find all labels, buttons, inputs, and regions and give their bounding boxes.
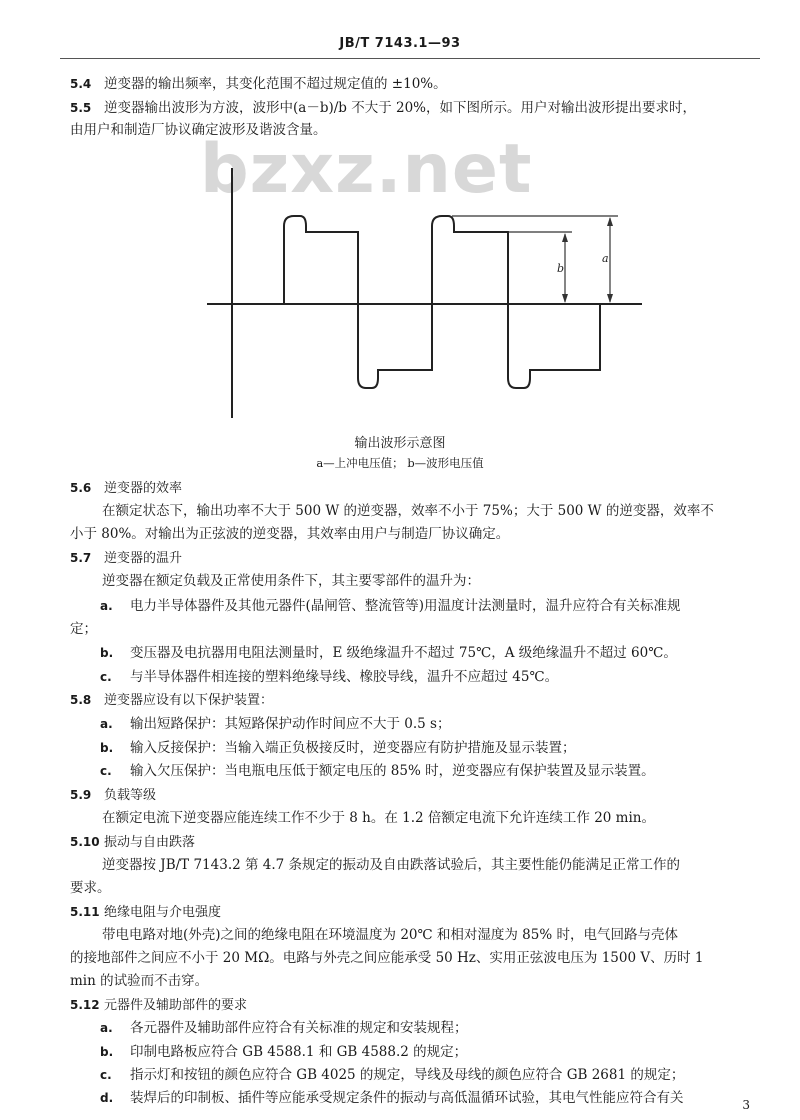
item-text: 印制电路板应符合 GB 4588.1 和 GB 4588.2 的规定；	[130, 1044, 468, 1060]
clause-title: 振动与自由跌落	[104, 835, 196, 850]
clause-text: 逆变器输出波形为方波，波形中(a－b)/b 不大于 20%，如下图所示。用户对输出波形提出要求时，	[104, 100, 697, 116]
clause-5-11-text: 带电电路对地(外壳)之间的绝缘电阻在环境温度为 20℃ 和相对湿度为 85% 时，电气回路与壳体	[102, 927, 678, 943]
figure-legend: a—上冲电压值； b—波形电压值	[316, 456, 484, 470]
clause-5-10	[70, 832, 768, 852]
clause-number: 5.12	[70, 998, 100, 1012]
page-number: 3	[742, 1098, 750, 1112]
clause-5-11-text-cont2: min 的试验而不击穿。	[70, 973, 209, 989]
clause-5-12-item-b	[70, 1042, 768, 1062]
square-wave-trace	[232, 216, 600, 388]
clause-5-8-item-a	[70, 714, 768, 734]
clause-5-12-item-c	[70, 1065, 768, 1085]
clause-5-7-item-a	[70, 596, 768, 616]
item-text: 与半导体器件相连接的塑料绝缘导线、橡胶导线，温升不应超过 45℃。	[130, 669, 559, 685]
item-label: c.	[100, 1068, 112, 1082]
clause-5-12-item-d	[70, 1088, 768, 1108]
item-label: b.	[100, 741, 114, 755]
item-label: a.	[100, 599, 113, 613]
clause-title: 负载等级	[104, 788, 157, 803]
item-label: a.	[100, 717, 113, 731]
clause-5-7	[70, 548, 768, 568]
item-text: 指示灯和按钮的颜色应符合 GB 4025 的规定，导线及母线的颜色应符合 GB 2681 的规定；	[130, 1067, 685, 1083]
item-text: 输出短路保护：其短路保护动作时间应不大于 0.5 s；	[130, 716, 451, 732]
clause-5-7-item-a-cont: 定；	[70, 621, 97, 637]
clause-5-6-text-cont: 小于 80%。对输出为正弦波的逆变器，其效率由用户与制造厂协议确定。	[70, 526, 510, 542]
arrow-b-top	[562, 233, 568, 242]
clause-5-10-text-cont: 要求。	[70, 880, 111, 896]
clause-5-12-item-a	[70, 1018, 768, 1038]
clause-number: 5.9	[70, 788, 92, 802]
item-text: 各元器件及辅助部件应符合有关标准的规定和安装规程；	[130, 1020, 468, 1036]
clause-number: 5.8	[70, 693, 92, 707]
clause-5-7-intro: 逆变器在额定负载及正常使用条件下，其主要零部件的温升为：	[102, 573, 480, 589]
clause-5-8-item-b	[70, 738, 768, 758]
arrow-a-bottom	[607, 294, 613, 303]
clause-number: 5.10	[70, 835, 100, 849]
item-text: 输入反接保护：当输入端正负极接反时，逆变器应有防护措施及显示装置；	[130, 740, 576, 756]
item-label: c.	[100, 670, 112, 684]
label-b: b	[557, 262, 565, 275]
item-text: 变压器及电抗器用电阻法测量时，E 级绝缘温升不超过 75℃，A 级绝缘温升不超过 60℃。	[130, 645, 677, 661]
item-text: 装焊后的印制板、插件等应能承受规定条件的振动与高低温循环试验，其电气性能应符合有关	[130, 1090, 684, 1106]
clause-5-10-text: 逆变器按 JB/T 7143.2 第 4.7 条规定的振动及自由跌落试验后，其主要性能仍能满足正常工作的	[102, 857, 681, 873]
clause-5-6-text: 在额定状态下，输出功率不大于 500 W 的逆变器，效率不小于 75%；大于 500 W 的逆变器，效率不	[102, 503, 714, 519]
item-label: c.	[100, 764, 112, 778]
clause-5-8-item-c	[70, 761, 768, 781]
item-label: b.	[100, 646, 114, 660]
clause-number: 5.6	[70, 481, 92, 495]
clause-5-12	[70, 995, 768, 1015]
clause-5-9	[70, 785, 768, 805]
clause-number: 5.5	[70, 101, 92, 115]
clause-number: 5.11	[70, 905, 100, 919]
item-text: 输入欠压保护：当电瓶电压低于额定电压的 85% 时，逆变器应有保护装置及显示装置。	[130, 763, 655, 779]
clause-5-6	[70, 478, 768, 498]
item-label: d.	[100, 1091, 114, 1105]
clause-5-11-text-cont: 的接地部件之间应不小于 20 MΩ。电路与外壳之间应能承受 50 Hz、实用正弦波电压为 1500 V、历时 1	[70, 950, 704, 966]
item-label: b.	[100, 1045, 114, 1059]
label-a: a	[602, 252, 609, 265]
clause-title: 绝缘电阻与介电强度	[104, 905, 222, 920]
clause-5-7-item-b	[70, 643, 768, 663]
clause-5-9-text: 在额定电流下逆变器应能连续工作不少于 8 h。在 1.2 倍额定电流下允许连续工作 20 min。	[102, 810, 655, 826]
clause-5-8	[70, 690, 768, 710]
clause-title: 逆变器的温升	[104, 551, 183, 566]
document-code-header: JB/T 7143.1—93	[339, 36, 461, 51]
clause-text: 逆变器的输出频率，其变化范围不超过规定值的 ±10%。	[104, 76, 447, 92]
clause-5-5-cont: 由用户和制造厂协议确定波形及谐波含量。	[70, 122, 327, 138]
clause-5-11	[70, 902, 768, 922]
clause-number: 5.4	[70, 77, 92, 91]
arrow-a-top	[607, 217, 613, 226]
item-label: a.	[100, 1021, 113, 1035]
clause-title: 逆变器应设有以下保护装置：	[104, 693, 274, 708]
clause-title: 逆变器的效率	[104, 481, 183, 496]
watermark: bzxz.net	[200, 130, 533, 209]
clause-5-7-item-c	[70, 667, 768, 687]
item-text: 电力半导体器件及其他元器件(晶闸管、整流管等)用温度计法测量时，温升应符合有关标准规	[130, 598, 681, 614]
clause-title: 元器件及辅助部件的要求	[104, 998, 248, 1013]
figure-caption: 输出波形示意图	[354, 436, 446, 451]
arrow-b-bottom	[562, 294, 568, 303]
clause-number: 5.7	[70, 551, 92, 565]
